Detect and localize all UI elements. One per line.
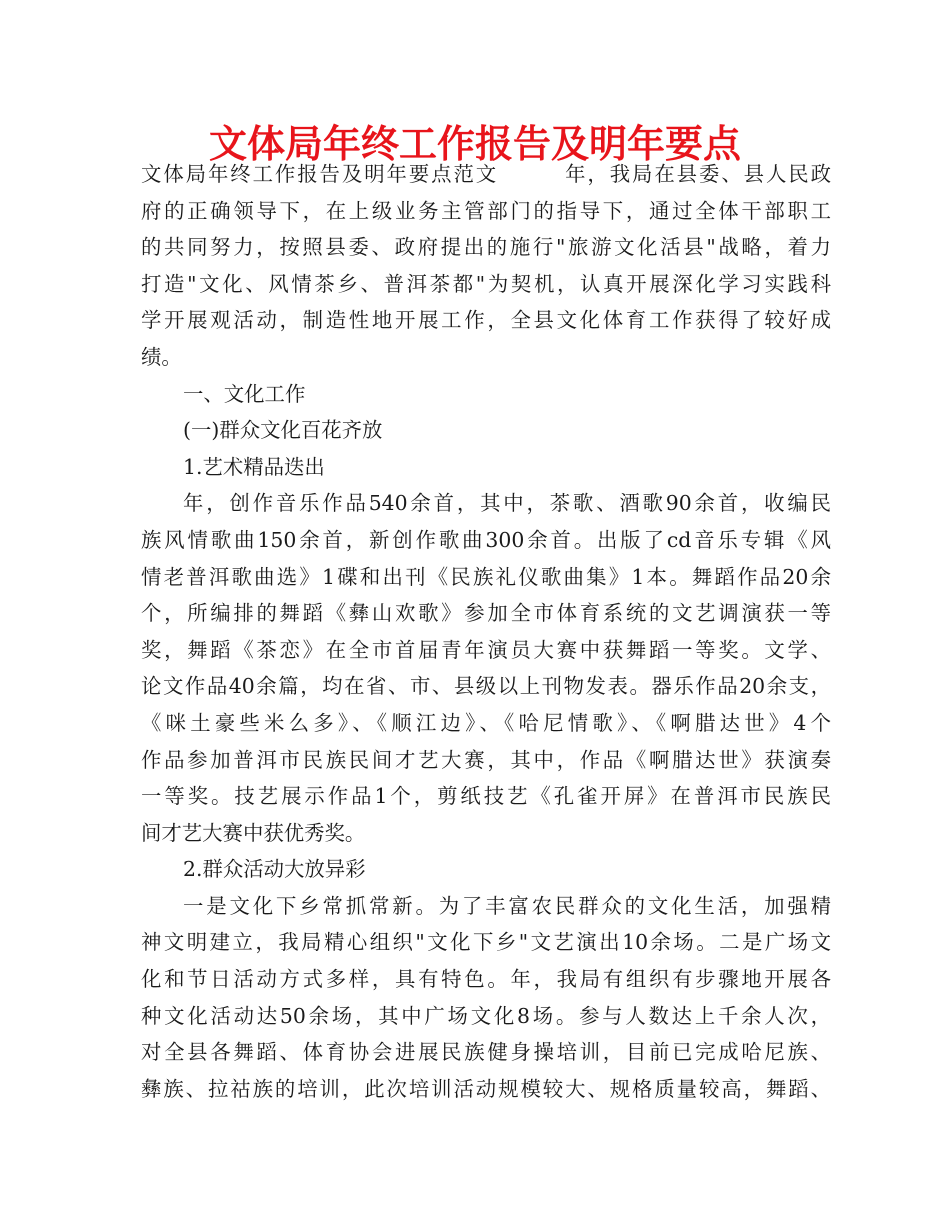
body-line: 种文化活动达50余场，其中广场文化8场。参与人数达上千余人次， — [141, 1003, 831, 1028]
item-heading: 2.群众活动大放异彩 — [183, 857, 366, 882]
body-line: 文体局年终工作报告及明年要点范文 年，我局在县委、县人民政 — [141, 162, 831, 186]
body-line: 作品参加普洱市民族民间才艺大赛，其中，作品《啊腊达世》获演奏 — [141, 747, 831, 772]
body-line: 间才艺大赛中获优秀奖。 — [141, 820, 366, 845]
body-line: 学开展观活动，制造性地开展工作，全县文化体育工作获得了较好成 — [141, 308, 831, 333]
body-line: 对全县各舞蹈、体育协会进展民族健身操培训，目前已完成哈尼族、 — [141, 1040, 831, 1065]
body-line: 《咪土豪些米么多》、《顺江边》、《哈尼情歌》、《啊腊达世》4个 — [141, 710, 831, 735]
subsection-heading: (一)群众文化百花齐放 — [183, 418, 383, 443]
document-body — [141, 156, 831, 1107]
body-line: 府的正确领导下，在上级业务主管部门的指导下，通过全体干部职工 — [141, 198, 831, 223]
body-line: 奖，舞蹈《茶恋》在全市首届青年演员大赛中获舞蹈一等奖。文学、 — [141, 637, 831, 662]
body-line: 彝族、拉祜族的培训，此次培训活动规模较大、规格质量较高，舞蹈、 — [141, 1076, 831, 1101]
body-line: 情老普洱歌曲选》1碟和出刊《民族礼仪歌曲集》1本。舞蹈作品20余 — [141, 564, 831, 589]
body-line: 绩。 — [141, 344, 182, 369]
document-title: 文体局年终工作报告及明年要点 — [208, 122, 741, 166]
body-line: 年，创作音乐作品540余首，其中，茶歌、酒歌90余首，收编民 — [183, 491, 831, 516]
body-line: 打造"文化、风情茶乡、普洱茶都"为契机，认真开展深化学习实践科 — [141, 271, 831, 296]
body-line: 化和节日活动方式多样，具有特色。年，我局有组织有步骤地开展各 — [141, 967, 831, 992]
body-line: 一等奖。技艺展示作品1个，剪纸技艺《孔雀开屏》在普洱市民族民 — [141, 784, 831, 809]
body-line: 个，所编排的舞蹈《彝山欢歌》参加全市体育系统的文艺调演获一等 — [141, 601, 831, 626]
section-heading: 一、文化工作 — [183, 381, 306, 406]
body-line: 族风情歌曲150余首，新创作歌曲300余首。出版了cd音乐专辑《风 — [141, 527, 831, 552]
body-line: 论文作品40余篇，均在省、市、县级以上刊物发表。器乐作品20余支， — [141, 674, 831, 699]
item-heading: 1.艺术精品迭出 — [183, 454, 325, 479]
body-line: 一是文化下乡常抓常新。为了丰富农民群众的文化生活，加强精 — [183, 893, 831, 918]
body-line: 神文明建立，我局精心组织"文化下乡"文艺演出10余场。二是广场文 — [141, 930, 831, 955]
body-line: 的共同努力，按照县委、政府提出的施行"旅游文化活县"战略，着力 — [141, 235, 831, 260]
